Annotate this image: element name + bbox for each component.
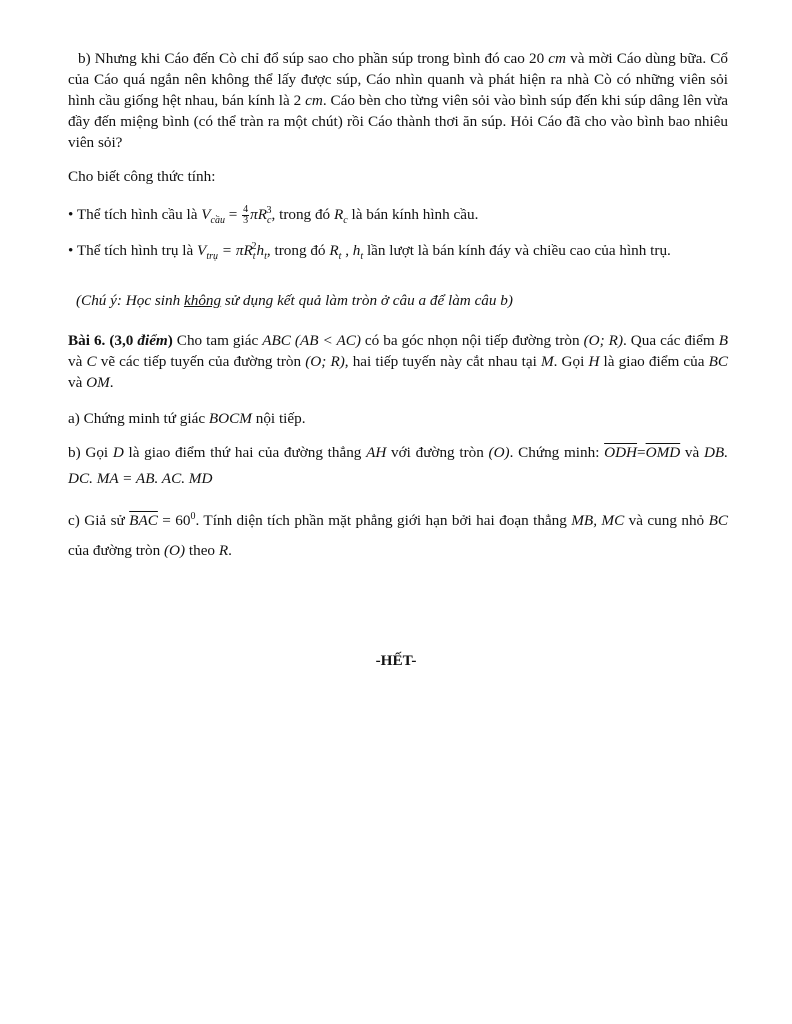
math-var: h: [352, 242, 361, 260]
text: với đường tròn: [386, 444, 489, 461]
text: .: [109, 374, 114, 391]
text: là bán kính hình cầu.: [347, 206, 479, 224]
text: =: [637, 444, 646, 461]
math-text: (O): [488, 444, 510, 461]
math-var: BC: [708, 353, 729, 370]
math-text: (O; R): [305, 353, 345, 370]
math-sub: t: [360, 251, 364, 263]
math-text: (AB < AC): [290, 332, 361, 349]
angle: $\overline{BAC}$: [129, 512, 158, 530]
math-sub: c: [343, 215, 348, 227]
math-var: R: [333, 206, 344, 224]
text: theo: [185, 542, 219, 560]
math-var: R: [218, 542, 229, 560]
text: c) Giả sử: [68, 512, 130, 530]
text: b) Nhưng khi Cáo đến Cò chỉ đổ súp sao cho phần súp trong bình đó cao 20: [78, 50, 549, 67]
math-sub: t: [264, 251, 267, 263]
text: =: [224, 206, 242, 224]
text: , trong đó: [266, 242, 330, 260]
part-b-paragraph: [68, 48, 728, 153]
text: . Qua các điểm: [623, 332, 719, 349]
bai6-paragraph: [68, 330, 728, 393]
text: b) Gọi: [68, 444, 113, 461]
math-var: D: [112, 444, 124, 461]
unit: cm: [548, 50, 566, 67]
math-text: (O): [163, 542, 186, 560]
text: sử dụng kết quả làm tròn ở câu a để làm câu b): [221, 292, 513, 309]
numerator: 4: [243, 204, 249, 216]
text: . Chứng minh:: [509, 444, 605, 461]
text: vẽ các tiếp tuyến của đường tròn: [96, 353, 306, 370]
question-c: [68, 502, 728, 566]
text: = 60: [157, 512, 191, 530]
math-var: BC: [708, 512, 728, 530]
question-a: [68, 408, 728, 429]
angle: $\overline{OMD}$: [645, 444, 681, 461]
math-var: C: [86, 353, 97, 370]
math-var: V: [201, 206, 211, 224]
text: . Gọi: [553, 353, 589, 370]
note: [76, 290, 736, 311]
text: nội tiếp.: [251, 410, 306, 427]
problem-heading: Bài 6. (3,0: [68, 332, 138, 349]
text: . Tính diện tích phần mặt phẳng giới hạn bởi hai đoạn thẳng: [195, 512, 572, 530]
text: (Chú ý: Học sinh: [76, 292, 184, 309]
math-var: H: [588, 353, 600, 370]
angle: $\overline{ODH}$: [604, 444, 638, 461]
text: ): [167, 332, 173, 349]
math-sub: cầu: [210, 215, 225, 227]
text: và: [68, 353, 87, 370]
text: có ba góc nhọn nội tiếp đường tròn: [360, 332, 584, 349]
text: , trong đó: [271, 206, 334, 224]
sphere-formula-line: [68, 198, 728, 234]
text: • Thể tích hình cầu là: [68, 206, 202, 224]
text: là giao điểm thứ hai của đường thẳng: [123, 444, 367, 461]
problem-points: điểm: [137, 332, 168, 349]
text: và mời Cáo dùng bữa. Cổ của Cáo quá ngắn nên không thể lấy được súp, Cáo nhìn quanh và phát hiện ra nhà Cò có những viên sỏi hình cầu giống hệt nhau, bán kính là 2: [68, 50, 728, 109]
math-text: = πR: [218, 242, 253, 260]
text: • Thể tích hình trụ là: [68, 242, 198, 260]
text: . Cáo bèn cho từng viên sỏi vào bình súp đến khi súp dâng lên vừa đầy đến miệng bình (có thể tràn ra một chút) rồi Cáo thành thơi ăn súp. Hỏi Cáo đã cho vào bình bao nhiêu viên sỏi?: [68, 92, 729, 151]
text: a) Chứng minh tứ giác: [68, 410, 209, 427]
underlined-word: không: [183, 292, 222, 309]
math-var: ABC: [262, 332, 291, 349]
math-sup: 3: [266, 205, 272, 216]
denominator: 3: [243, 215, 249, 227]
text: lần lượt là bán kính đáy và chiều cao của hình trụ.: [363, 242, 671, 260]
end-marker: -HẾT-: [375, 652, 417, 669]
text: .: [228, 542, 232, 560]
math-var: R: [329, 242, 339, 260]
math-var: AH: [366, 444, 387, 461]
math-sub: c: [267, 215, 272, 227]
math-sub: t: [252, 251, 256, 263]
math-sup: 0: [190, 511, 196, 522]
formula-intro: Cho biết công thức tính:: [68, 168, 216, 185]
math-var: M: [540, 353, 554, 370]
fraction: [242, 205, 249, 226]
text: của đường tròn: [68, 542, 164, 560]
math-var: h: [256, 242, 265, 260]
text: và cung nhỏ: [624, 512, 709, 530]
text: và: [68, 374, 87, 391]
text: Cho tam giác: [172, 332, 263, 349]
text: , hai tiếp tuyến này cắt nhau tại: [344, 353, 541, 370]
math-var: BOCM: [208, 410, 252, 427]
math-var: πR: [250, 206, 268, 224]
math-text: (O; R): [583, 332, 624, 349]
math-sup: 2: [251, 241, 257, 252]
math-var: OM: [86, 374, 110, 391]
math-text: DB. DC. MA = AB. AC. MD: [68, 444, 728, 487]
cylinder-formula-line: [68, 236, 728, 267]
question-b: [68, 440, 728, 492]
math-var: MB, MC: [571, 512, 625, 530]
math-sub: t: [338, 251, 342, 263]
math-var: V: [197, 242, 207, 260]
text: ,: [341, 242, 353, 260]
math-sub: trụ: [206, 251, 218, 263]
text: và: [680, 444, 704, 461]
text: là giao điểm của: [599, 353, 709, 370]
math-var: B: [718, 332, 728, 349]
unit: cm: [305, 92, 323, 109]
